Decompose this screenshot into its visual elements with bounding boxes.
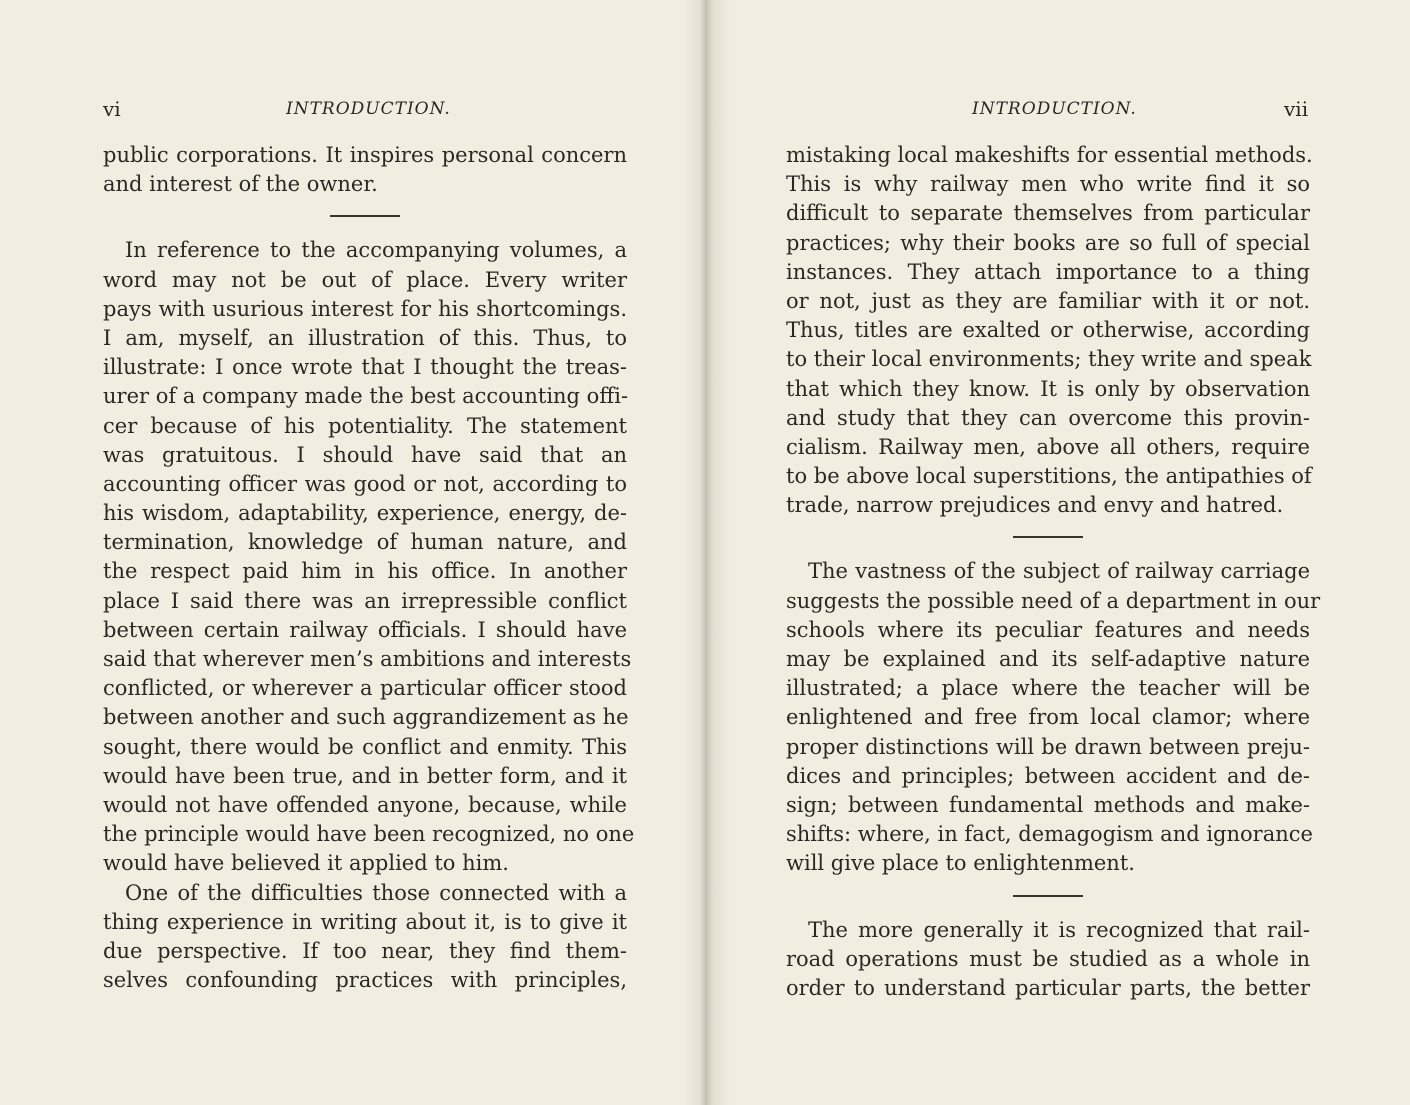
text-line: shifts: where, in fact, demagogism and ignorance — [786, 822, 1313, 847]
text-line: conflicted, or wherever a particular officer stood — [103, 676, 627, 701]
section-rule — [330, 215, 400, 217]
left-running-head: INTRODUCTION. — [286, 99, 451, 119]
text-line: cialism. Railway men, above all others, require — [786, 434, 1310, 459]
text-line: accounting officer was good or not, according to — [103, 471, 627, 496]
text-line: The vastness of the subject of railway carriage — [808, 559, 1310, 584]
text-line: place I said there was an irrepressible conflict — [103, 588, 627, 613]
text-line: word may not be out of place. Every writer — [103, 267, 627, 292]
text-line: practices; why their books are so full of special — [786, 230, 1310, 255]
text-line: illustrated; a place where the teacher will be — [786, 676, 1310, 701]
right-text-block — [786, 141, 1321, 1003]
text-line: order to understand particular parts, the better — [786, 975, 1310, 1000]
text-line: termination, knowledge of human nature, and — [103, 530, 627, 555]
text-line: enlightened and free from local clamor; where — [786, 705, 1310, 730]
text-line: One of the difficulties those connected with a — [125, 880, 627, 905]
right-running-head: INTRODUCTION. — [972, 99, 1137, 119]
text-line: and study that they can overcome this provin- — [786, 405, 1310, 430]
text-line: difficult to separate themselves from particular — [786, 201, 1310, 226]
text-line: to be above local superstitions, the antipathies of — [786, 464, 1312, 489]
text-line: This is why railway men who write find it so — [786, 172, 1310, 197]
text-line: trade, narrow prejudices and envy and hatred. — [786, 493, 1284, 518]
text-line: would have been true, and in better form, and it — [103, 763, 627, 788]
text-line: between certain railway officials. I should have — [103, 617, 627, 642]
left-text-block — [103, 141, 635, 995]
text-line: would not have offended anyone, because, while — [103, 792, 627, 817]
text-line: mistaking local makeshifts for essential methods. — [786, 143, 1313, 167]
left-folio: vi — [103, 97, 121, 121]
text-line: sought, there would be conflict and enmity. This — [103, 734, 627, 759]
text-line: will give place to enlightenment. — [786, 851, 1135, 876]
left-page — [0, 0, 704, 1105]
text-line: thing experience in writing about it, is to give it — [103, 909, 627, 934]
text-line: his wisdom, adaptability, experience, energy, de- — [103, 501, 627, 526]
book-gutter-shadow — [684, 0, 730, 1105]
text-line: I am, myself, an illustration of this. Thus, to — [103, 325, 627, 350]
text-line: may be explained and its self-adaptive nature — [786, 647, 1310, 671]
text-line: illustrate: I once wrote that I thought the treas- — [103, 355, 627, 380]
text-line: In reference to the accompanying volumes, a — [125, 238, 627, 263]
section-rule — [1013, 536, 1083, 538]
text-line: the respect paid him in his office. In another — [103, 559, 627, 584]
text-line: urer of a company made the best accounting offi- — [103, 384, 629, 409]
text-line: cer because of his potentiality. The statement — [103, 413, 627, 438]
text-line: public corporations. It inspires personal concern — [103, 143, 627, 167]
text-line: dices and principles; between accident and de- — [786, 763, 1310, 788]
text-line: suggests the possible need of a department in our — [786, 588, 1321, 613]
text-line: to their local environments; they write and speak — [786, 347, 1312, 372]
text-line: Thus, titles are exalted or otherwise, according — [786, 318, 1310, 343]
text-line: schools where its peculiar features and needs — [786, 617, 1310, 642]
text-line: sign; between fundamental methods and make- — [786, 792, 1310, 817]
text-line: The more generally it is recognized that rail- — [808, 917, 1310, 942]
text-line: or not, just as they are familiar with it or not. — [786, 288, 1310, 313]
text-line: pays with usurious interest for his shortcomings. — [103, 296, 627, 321]
section-rule — [1013, 895, 1083, 897]
text-line: the principle would have been recognized, no one — [103, 822, 635, 847]
text-line: would have believed it applied to him. — [103, 851, 509, 876]
text-line: between another and such aggrandizement as he — [103, 705, 629, 730]
text-line: due perspective. If too near, they find them- — [103, 938, 627, 963]
text-line: said that wherever men’s ambitions and interests — [103, 647, 632, 671]
text-line: selves confounding practices with principles, — [103, 968, 627, 993]
text-line: road operations must be studied as a whole in — [786, 946, 1310, 971]
text-line: that which they know. It is only by observation — [786, 376, 1310, 401]
text-line: and interest of the owner. — [103, 172, 378, 197]
right-page — [704, 0, 1410, 1105]
text-line: was gratuitous. I should have said that an — [103, 442, 627, 467]
right-folio: vii — [1284, 97, 1309, 121]
text-line: instances. They attach importance to a thing — [786, 259, 1310, 284]
text-line: proper distinctions will be drawn between preju- — [786, 734, 1310, 759]
